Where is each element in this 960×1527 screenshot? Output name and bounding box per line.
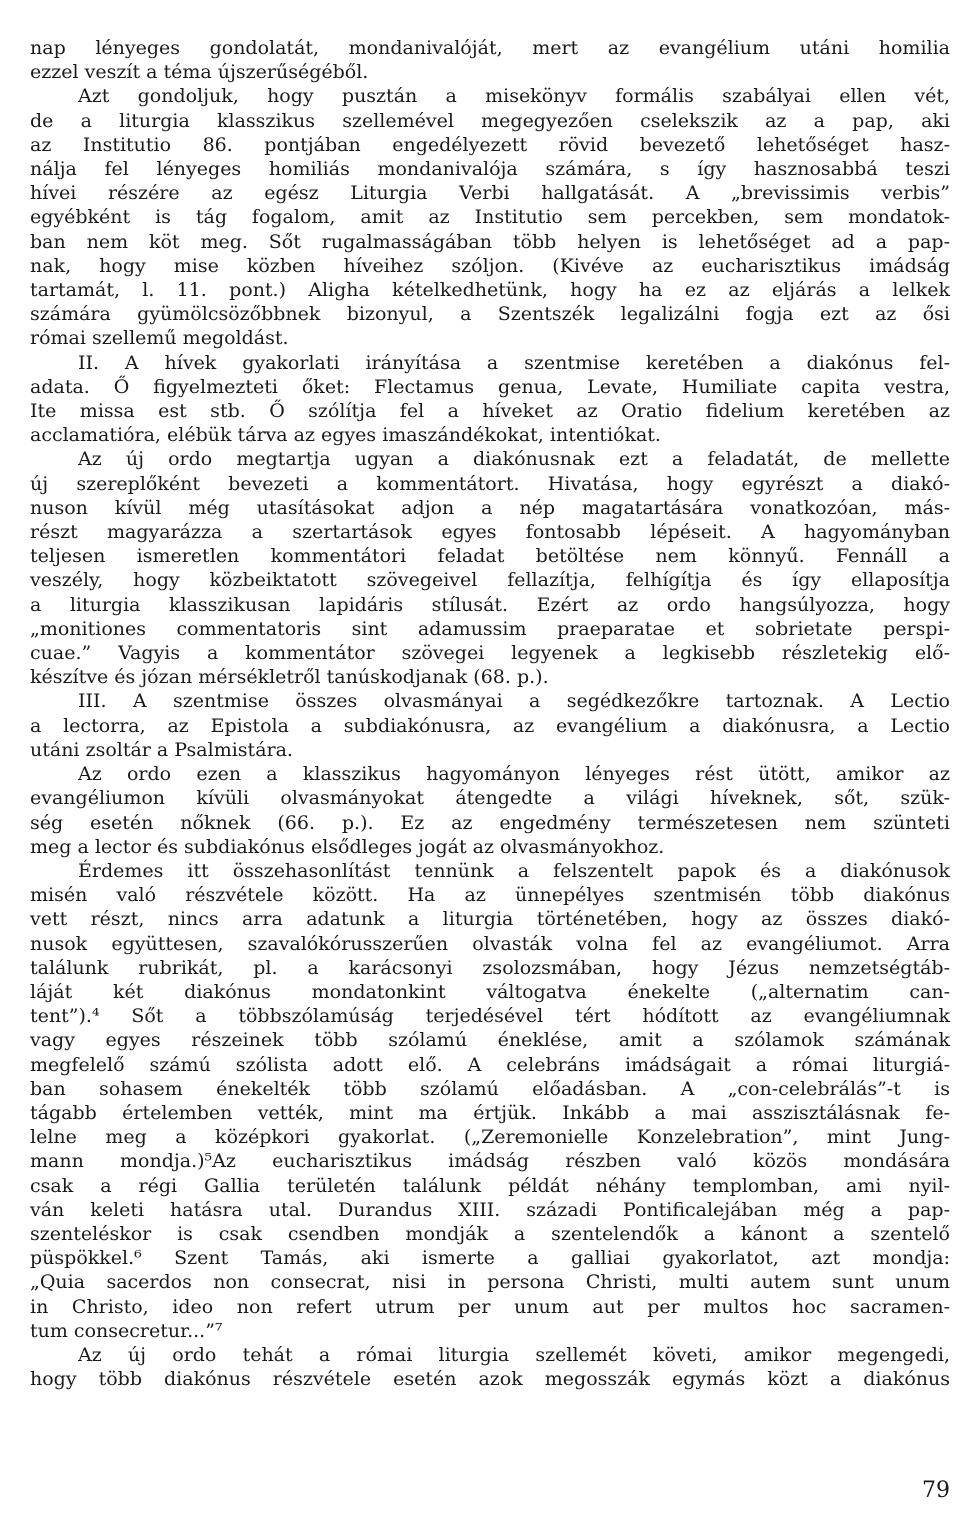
text-line: meg a lector és subdiakónus elsődleges jogát az olvasmányokhoz. bbox=[30, 835, 665, 858]
text-line: új szereplőként bevezeti a kommentátort. Hivatása, hogy egyrészt a diakó- bbox=[30, 472, 950, 495]
text-line: acclamatióra, elébük tárva az egyes imaszándékokat, intentiókat. bbox=[30, 424, 661, 447]
text-line: részt magyarázza a szertartások egyes fontosabb lépéseit. A hagyományban bbox=[30, 521, 950, 544]
text-line: de a liturgia klasszikus szellemével megegyezően cselekszik az a pap, aki bbox=[30, 109, 950, 132]
text-line: egyébként is tág fogalom, amit az Institutio sem percekben, sem mondatok- bbox=[30, 206, 950, 229]
text-line: nusok együttesen, szavalókórusszerűen olvasták volna fel az evangéliumot. Arra bbox=[30, 932, 950, 955]
text-line: vett részt, nincs arra adatunk a liturgia történetében, hogy az összes diakó- bbox=[30, 908, 950, 931]
text-line: az Institutio 86. pontjában engedélyezett rövid bevezető lehetőséget hasz- bbox=[30, 133, 950, 156]
text-line: mann mondja.)⁵Az eucharisztikus imádság részben való közös mondására bbox=[30, 1150, 950, 1173]
text-line: cuae.” Vagyis a kommentátor szövegei legyenek a legkisebb részletekig elő- bbox=[30, 642, 950, 665]
text-line: tágabb értelemben vették, mint ma értjük. Inkább a mai asszisztálásnak fe- bbox=[30, 1101, 950, 1124]
text-line: „Quia sacerdos non consecrat, nisi in persona Christi, multi autem sunt unum bbox=[30, 1271, 950, 1294]
text-line: ván keleti hatásra utal. Durandus XIII. századi Pontificalejában még a pap- bbox=[30, 1198, 950, 1221]
page-number: 79 bbox=[922, 1478, 950, 1503]
text-line: Az új ordo tehát a római liturgia szellemét követi, amikor megengedi, bbox=[78, 1343, 950, 1366]
page-text bbox=[30, 36, 950, 1391]
text-line: „monitiones commentatoris sint adamussim praeparatae et sobrietate perspi- bbox=[30, 617, 950, 640]
text-line: nuson kívül még utasításokat adjon a nép magatartására vonatkozóan, más- bbox=[30, 496, 950, 519]
text-line: veszély, hogy közbeiktatott szövegeivel fellazítja, felhígítja és így ellaposítja bbox=[30, 569, 950, 592]
text-line: tum consecretur...”⁷ bbox=[30, 1319, 223, 1342]
text-line: utáni zsoltár a Psalmistára. bbox=[30, 738, 293, 761]
text-line: Érdemes itt összehasonlítást tennünk a felszentelt papok és a diakónusok bbox=[78, 859, 950, 882]
text-line: ség esetén nőknek (66. p.). Ez az engedmény természetesen nem szünteti bbox=[30, 811, 950, 834]
text-line: készítve és józan mérsékletről tanúskodjanak (68. p.). bbox=[30, 666, 549, 689]
text-line: csak a régi Gallia területén találunk példát néhány templomban, ami nyil- bbox=[30, 1174, 950, 1197]
text-line: megfelelő számú szólista adott elő. A celebráns imádságait a római liturgiá- bbox=[30, 1053, 950, 1076]
text-line: szenteléskor is csak csendben mondják a szentelendők a kánont a szentelő bbox=[30, 1222, 950, 1245]
text-line: ban nem köt meg. Sőt rugalmasságában több helyen is lehetőséget ad a pap- bbox=[30, 230, 950, 253]
text-line: misén való részvétele között. Ha az ünnepélyes szentmisén több diakónus bbox=[30, 884, 950, 907]
text-line: tartamát, l. 11. pont.) Aligha kételkedhetünk, hogy ha ez az eljárás a lelkek bbox=[30, 279, 950, 302]
text-line: Az ordo ezen a klasszikus hagyományon lényeges rést ütött, amikor az bbox=[78, 763, 950, 786]
text-line: Azt gondoljuk, hogy pusztán a misekönyv formális szabályai ellen vét, bbox=[78, 85, 950, 108]
text-line: nap lényeges gondolatát, mondanivalóját, mert az evangélium utáni homilia bbox=[30, 37, 950, 59]
text-line: in Christo, ideo non refert utrum per unum aut per multos hoc sacramen- bbox=[30, 1295, 950, 1318]
text-line: Ite missa est stb. Ő szólítja fel a híveket az Oratio fidelium keretében az bbox=[30, 400, 950, 423]
text-line: evangéliumon kívüli olvasmányokat átengedte a világi híveknek, sőt, szük- bbox=[30, 787, 950, 810]
text-line: találunk rubrikát, pl. a karácsonyi zsolozsmában, hogy Jézus nemzetségtáb- bbox=[30, 956, 950, 979]
text-line: Az új ordo megtartja ugyan a diakónusnak ezt a feladatát, de mellette bbox=[78, 448, 950, 471]
text-line: adata. Ő figyelmezteti őket: Flectamus genua, Levate, Humiliate capita vestra, bbox=[30, 375, 950, 398]
text-line: hogy több diakónus részvétele esetén azok megosszák egymás közt a diakónus bbox=[30, 1368, 950, 1391]
text-line: lelne meg a középkori gyakorlat. („Zeremonielle Konzelebration”, mint Jung- bbox=[30, 1126, 950, 1149]
text-line: II. A hívek gyakorlati irányítása a szentmise keretében a diakónus fel- bbox=[78, 351, 950, 374]
text-line: ban sohasem énekelték több szólamú előadásban. A „con-celebrálás”-t is bbox=[30, 1077, 950, 1100]
text-line: számára gyümölcsözőbbnek bizonyul, a Szentszék legalizálni fogja ezt az ősi bbox=[30, 303, 950, 326]
text-line: láját két diakónus mondatonkint váltogatva énekelte („alternatim can- bbox=[30, 980, 950, 1003]
text-line: a lectorra, az Epistola a subdiakónusra, az evangélium a diakónusra, a Lectio bbox=[30, 714, 950, 737]
text-line: ezzel veszít a téma újszerűségéből. bbox=[30, 61, 369, 84]
text-line: a liturgia klasszikusan lapidáris stílusát. Ezért az ordo hangsúlyozza, hogy bbox=[30, 593, 950, 616]
text-line: hívei részére az egész Liturgia Verbi hallgatását. A „brevissimis verbis” bbox=[30, 182, 950, 205]
text-line: nak, hogy mise közben híveihez szóljon. (Kivéve az eucharisztikus imádság bbox=[30, 254, 950, 277]
text-line: teljesen ismeretlen kommentátori feladat betöltése nem könnyű. Fennáll a bbox=[30, 545, 950, 568]
text-line: tent”).⁴ Sőt a többszólamúság terjedésével tért hódított az evangéliumnak bbox=[30, 1005, 950, 1028]
text-line: vagy egyes részeinek több szólamú éneklése, amit a szólamok számának bbox=[30, 1029, 950, 1052]
text-line: nálja fel lényeges homiliás mondanivalója számára, s így hasznosabbá teszi bbox=[30, 158, 950, 181]
text-line: római szellemű megoldást. bbox=[30, 327, 289, 350]
text-line: III. A szentmise összes olvasmányai a segédkezőkre tartoznak. A Lectio bbox=[78, 690, 950, 713]
text-line: püspökkel.⁶ Szent Tamás, aki ismerte a galliai gyakorlatot, azt mondja: bbox=[30, 1247, 950, 1270]
